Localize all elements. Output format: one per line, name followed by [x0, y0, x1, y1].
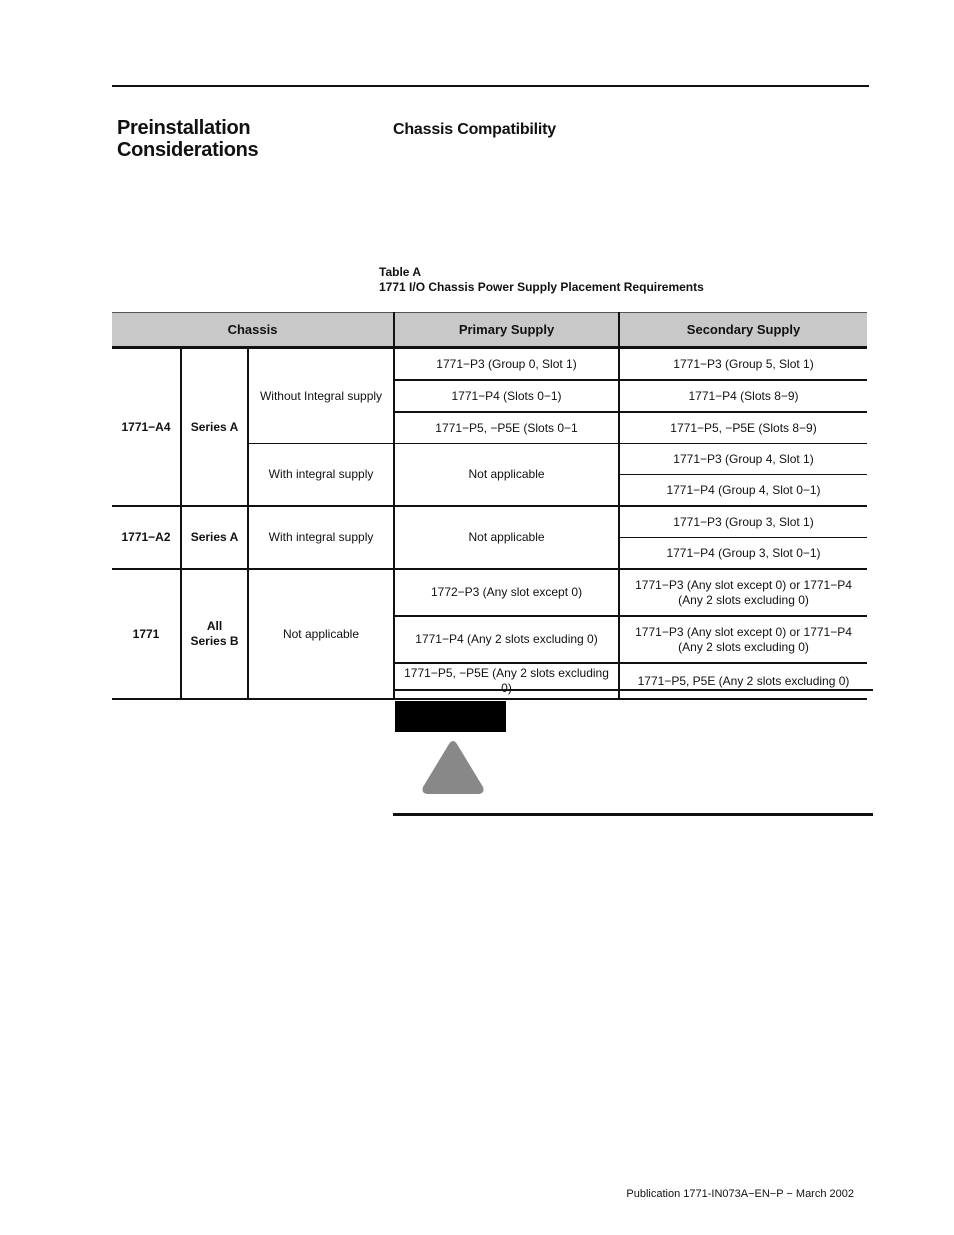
table-row	[112, 506, 867, 538]
table-row	[112, 569, 867, 616]
publication-footer: Publication 1771-IN073A−EN−P − March 2002	[626, 1188, 854, 1200]
section-title	[117, 117, 258, 161]
series-line2: Series B	[190, 634, 239, 648]
primary-cell: 1771−P3 (Group 0, Slot 1)	[394, 348, 619, 381]
chassis-cell: 1771−A4	[112, 348, 181, 507]
warning-triangle-icon	[419, 737, 487, 804]
table-caption-title: 1771 I/O Chassis Power Supply Placement Requirements	[379, 280, 704, 294]
secondary-cell: 1771−P3 (Group 5, Slot 1)	[619, 348, 867, 381]
primary-cell: 1771−P5, −P5E (Slots 0−1	[394, 412, 619, 444]
series-line1: All	[206, 619, 223, 633]
supply-type-cell: Not applicable	[248, 569, 394, 699]
section-title-line1: Preinstallation	[117, 117, 251, 139]
secondary-cell: 1771−P3 (Any slot except 0) or 1771−P4 (Any 2 slots excluding 0)	[619, 616, 867, 663]
secondary-cell: 1771−P5, P5E (Any 2 slots excluding 0)	[619, 663, 867, 699]
table-header-row	[112, 313, 867, 348]
primary-cell: Not applicable	[394, 444, 619, 507]
secondary-cell: 1771−P3 (Group 4, Slot 1)	[619, 444, 867, 475]
primary-cell: Not applicable	[394, 506, 619, 569]
chassis-cell: 1771−A2	[112, 506, 181, 569]
header-primary-supply: Primary Supply	[394, 313, 619, 348]
primary-cell: 1772−P3 (Any slot except 0)	[394, 569, 619, 616]
series-cell	[181, 569, 248, 699]
series-cell: Series A	[181, 506, 248, 569]
secondary-cell: 1771−P4 (Group 3, Slot 0−1)	[619, 538, 867, 570]
attention-label-bar	[395, 701, 506, 732]
section-title-line2: Considerations	[117, 139, 259, 161]
supply-type-cell: With integral supply	[248, 506, 394, 569]
top-rule	[112, 85, 869, 87]
attention-box	[393, 689, 873, 816]
secondary-cell: 1771−P5, −P5E (Slots 8−9)	[619, 412, 867, 444]
primary-cell: 1771−P4 (Slots 0−1)	[394, 380, 619, 412]
secondary-cell: 1771−P3 (Group 3, Slot 1)	[619, 506, 867, 538]
chassis-cell: 1771	[112, 569, 181, 699]
primary-cell: 1771−P5, −P5E (Any 2 slots excluding 0)	[394, 663, 619, 699]
table-row	[112, 348, 867, 381]
secondary-cell: 1771−P3 (Any slot except 0) or 1771−P4 (Any 2 slots excluding 0)	[619, 569, 867, 616]
primary-cell: 1771−P4 (Any 2 slots excluding 0)	[394, 616, 619, 663]
series-cell: Series A	[181, 348, 248, 507]
placement-table	[112, 312, 867, 700]
secondary-cell: 1771−P4 (Slots 8−9)	[619, 380, 867, 412]
supply-type-cell: Without Integral supply	[248, 348, 394, 444]
table-caption-label: Table A	[379, 265, 422, 279]
subsection-title: Chassis Compatibility	[393, 121, 556, 138]
secondary-cell: 1771−P4 (Group 4, Slot 0−1)	[619, 475, 867, 507]
header-secondary-supply: Secondary Supply	[619, 313, 867, 348]
supply-type-cell: With integral supply	[248, 444, 394, 507]
header-chassis: Chassis	[112, 313, 394, 348]
table-caption	[379, 265, 704, 295]
